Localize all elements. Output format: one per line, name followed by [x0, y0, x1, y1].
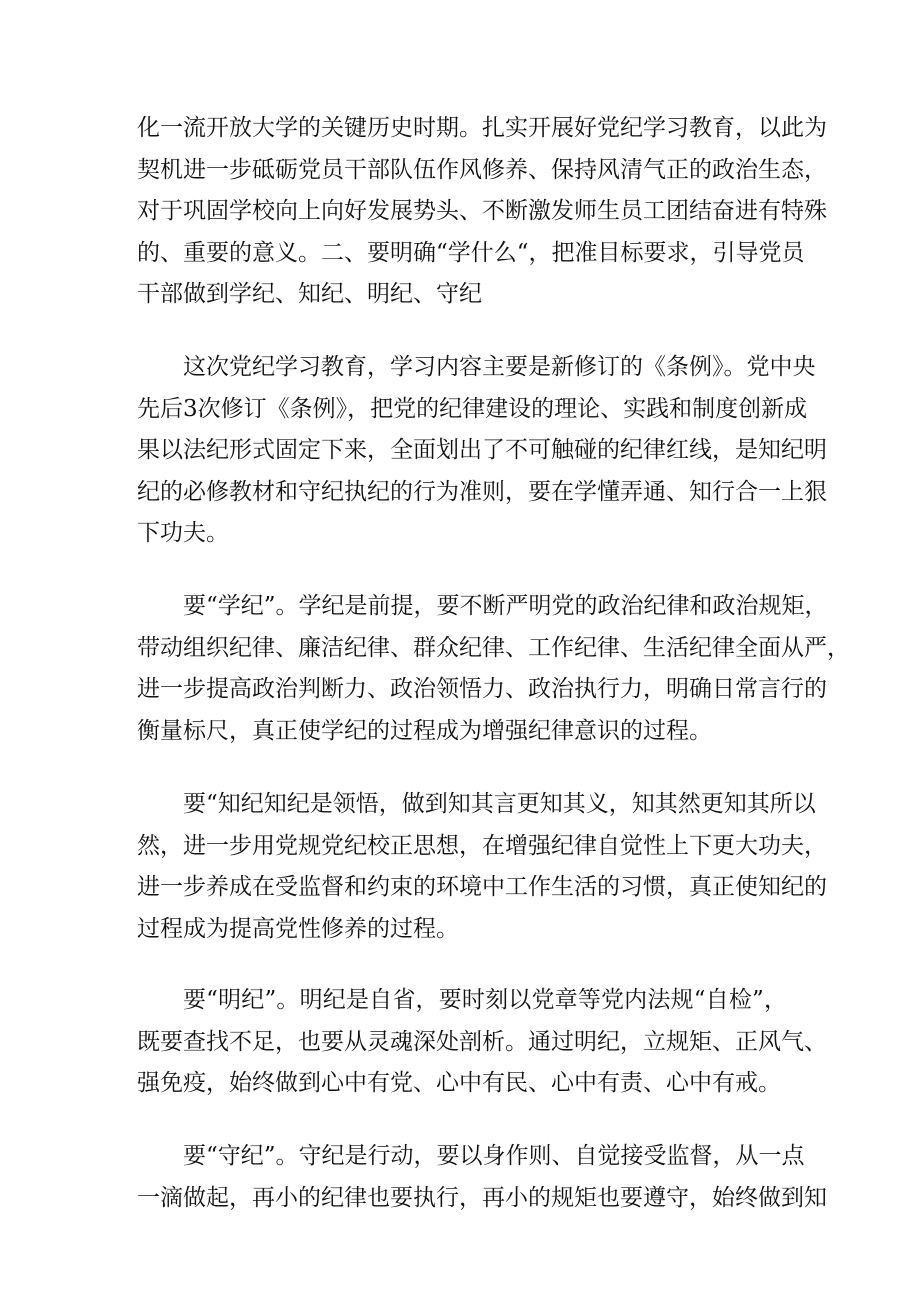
text-line: 过程成为提高党性修养的过程。 — [137, 915, 459, 942]
text-line: 要“知纪知纪是领悟，做到知其言更知其义，知其然更知其所以 — [183, 791, 816, 817]
paragraph-6 — [137, 1136, 827, 1219]
text-line: 纪的必修教材和守纪执纪的行为准则，要在学懂弄通、知行合一上狠 — [137, 478, 827, 505]
text-line: 对于巩固学校向上向好发展势头、不断激发师生员工团结奋进有特殊 — [137, 198, 827, 224]
text-line: 要“明纪”。明纪是自省，要时刻以党章等党内法规“自检”， — [183, 987, 787, 1013]
text-line: 强免疫，始终做到心中有党、心中有民、心中有责、心中有戒。 — [137, 1070, 781, 1096]
paragraph-4 — [137, 784, 827, 950]
text-line: 带动组织纪律、廉洁纪律、群众纪律、工作纪律、生活纪律全面从严， — [137, 634, 850, 661]
paragraph-1 — [137, 108, 827, 316]
text-line: 契机进一步砥砺党员干部队伍作风修养、保持风清气正的政治生态， — [137, 156, 827, 183]
text-line: 进一步提高政治判断力、政治领悟力、政治执行力，明确日常言行的 — [137, 676, 827, 702]
text-line: 这次党纪学习教育，学习内容主要是新修订的《条例》。党中央 — [183, 354, 816, 380]
text-line: 衡量标尺，真正使学纪的过程成为增强纪律意识的过程。 — [137, 717, 712, 744]
paragraph-3 — [137, 586, 850, 752]
text-line: 干部做到学纪、知纪、明纪、守纪 — [137, 281, 482, 307]
text-line: 进一步养成在受监督和约束的环境中工作生活的习惯，真正使知纪的 — [137, 874, 827, 900]
text-line: 下功夫。 — [137, 520, 229, 546]
text-line: 果以法纪形式固定下来，全面划出了不可触碰的纪律红线，是知纪明 — [137, 437, 827, 463]
paragraph-5 — [137, 980, 827, 1105]
text-line: 然，进一步用党规党纪校正思想，在增强纪律自觉性上下更大功夫， — [137, 832, 827, 859]
text-line: 要“学纪”。学纪是前提，要不断严明党的政治纪律和政治规矩， — [183, 593, 828, 619]
text-line: 先后3次修订《条例》，把党的纪律建设的理论、实践和制度创新成 — [137, 395, 808, 422]
text-line: 化一流开放大学的关键历史时期。扎实开展好党纪学习教育，以此为 — [137, 115, 827, 141]
paragraph-2 — [137, 347, 827, 555]
text-line: 的、重要的意义。二、要明确“学什么“，把准目标要求，引导党员 — [137, 239, 805, 266]
text-line: 要“守纪”。守纪是行动，要以身作则、自觉接受监督，从一点 — [183, 1143, 805, 1169]
text-line: 一滴做起，再小的纪律也要执行，再小的规矩也要遵守，始终做到知 — [137, 1184, 827, 1211]
text-line: 既要查找不足，也要从灵魂深处剖析。通过明纪，立规矩、正风气、 — [137, 1028, 827, 1055]
